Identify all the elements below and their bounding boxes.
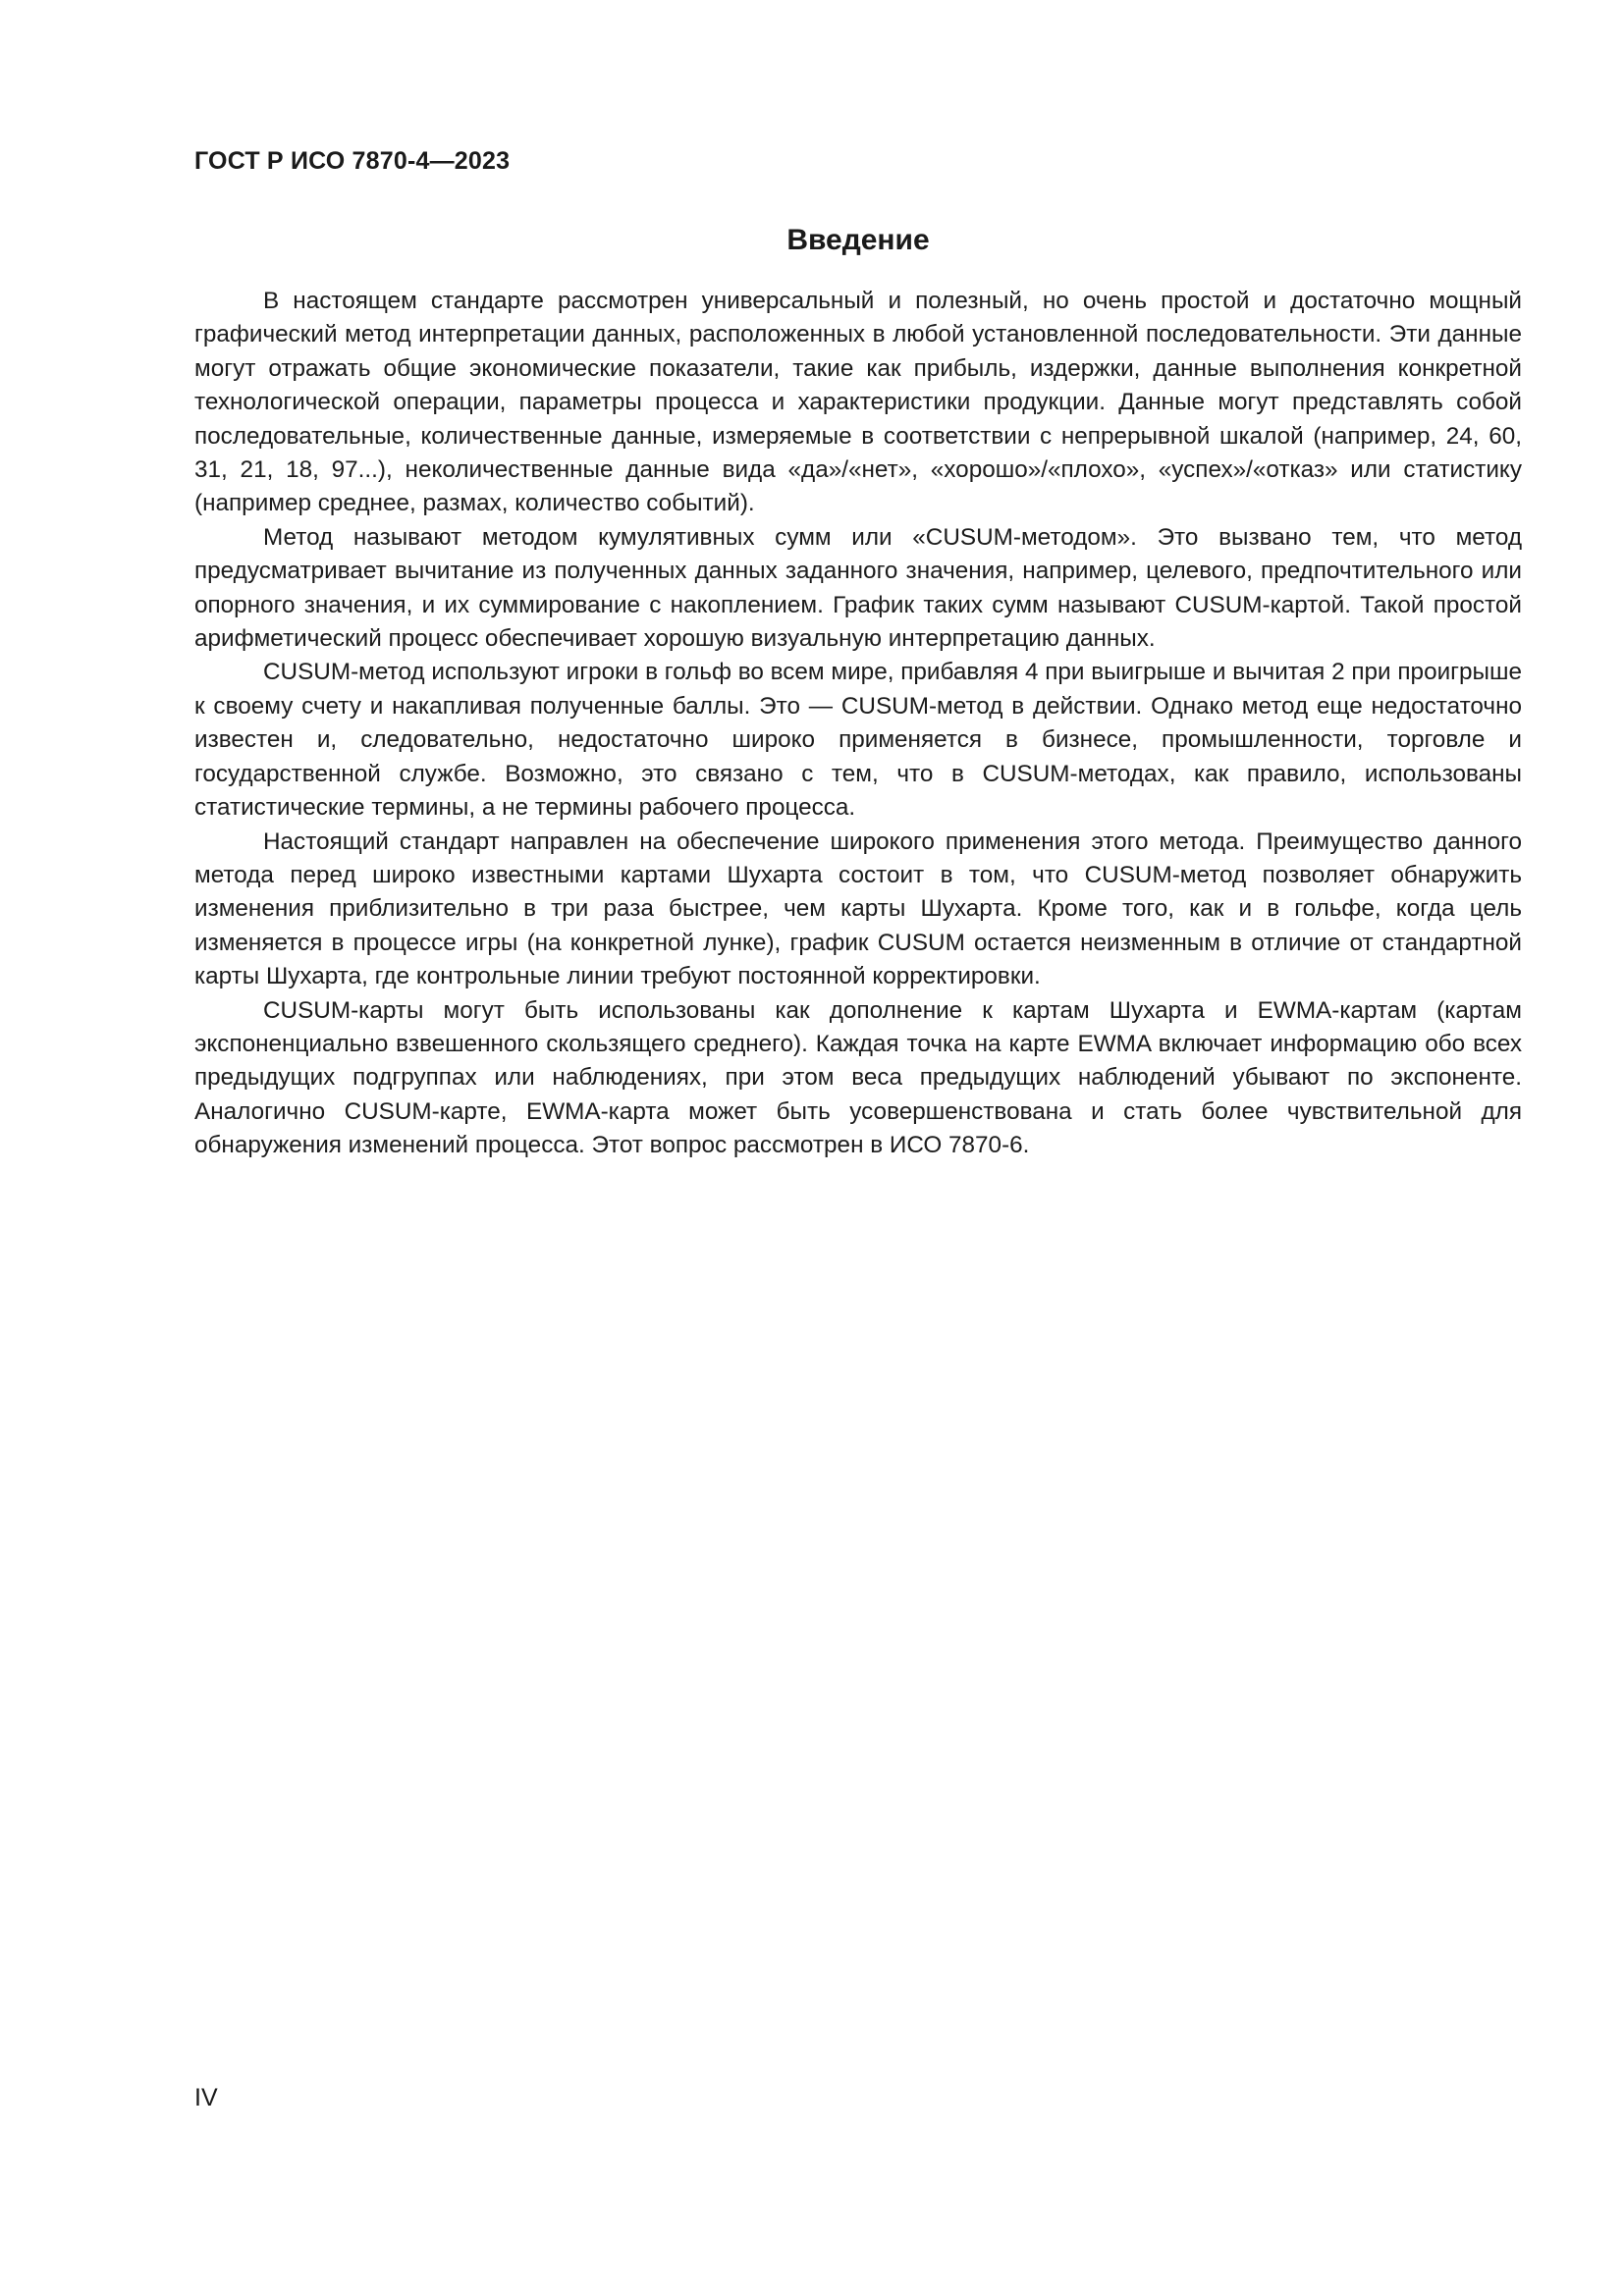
paragraph-3: CUSUM-метод используют игроки в гольф во всем мире, прибавляя 4 при выигрыше и вычитая 2 при проигрыше к своему счету и накапливая полученные баллы. Это — CUSUM-метод в действии. Однако метод еще недостаточно известен и, следовательно, недостаточно широко применяется в бизнесе, промышленности, торговле и государственной службе. Возможно, это связано с тем, что в CUSUM-методах, как правило, использованы статистические термины, а не термины рабочего процесса. [194,659,1522,822]
paragraph-1: В настоящем стандарте рассмотрен универсальный и полезный, но очень простой и достаточно мощный графический метод интерпретации данных, расположенных в любой установленной последовательности. Эти данные могут отражать общие экономические показатели, такие как прибыль, издержки, данные выполнения конкретной технологической операции, параметры процесса и характеристики продукции. Данные могут представлять собой последовательные, количественные данные, измеряемые в соответствии с непрерывной шкалой (например, 24, 60, 31, 21, 18, 97...), неколичественные данные вида «да»/«нет», «хорошо»/«плохо», «успех»/«отказ» или статистику (например среднее, размах, количество событий). [194,288,1522,517]
paragraph-2: Метод называют методом кумулятивных сумм или «CUSUM-методом». Это вызвано тем, что метод предусматривает вычитание из полученных данных заданного значения, например, целевого, предпочтительного или опорного значения, и их суммирование с накоплением. График таких сумм называют CUSUM-картой. Такой простой арифметический процесс обеспечивает хорошую визуальную интерпретацию данных. [194,523,1522,653]
document-header: ГОСТ Р ИСО 7870-4—2023 [194,147,511,175]
body-text [194,285,1522,1163]
section-title: Введение [786,224,930,256]
page-number: IV [194,2084,218,2111]
paragraph-4: Настоящий стандарт направлен на обеспечение широкого применения этого метода. Преимущество данного метода перед широко известными картами Шухарта состоит в том, что CUSUM-метод позволяет обнаружить изменения приблизительно в три раза быстрее, чем карты Шухарта. Кроме того, как и в гольфе, когда цель изменяется в процессе игры (на конкретной лунке), график CUSUM остается неизменным в отличие от стандартной карты Шухарта, где контрольные линии требуют постоянной корректировки. [194,828,1522,990]
paragraph-5: CUSUM-карты могут быть использованы как дополнение к картам Шухарта и EWMA-картам (картам экспоненциально взвешенного скользящего среднего). Каждая точка на карте EWMA включает информацию обо всех предыдущих подгруппах или наблюдениях, при этом веса предыдущих наблюдений убывают по экспоненте. Аналогично CUSUM-карте, EWMA-карта может быть усовершенствована и стать более чувствительной для обнаружения изменений процесса. Этот вопрос рассмотрен в ИСО 7870-6. [194,996,1522,1159]
